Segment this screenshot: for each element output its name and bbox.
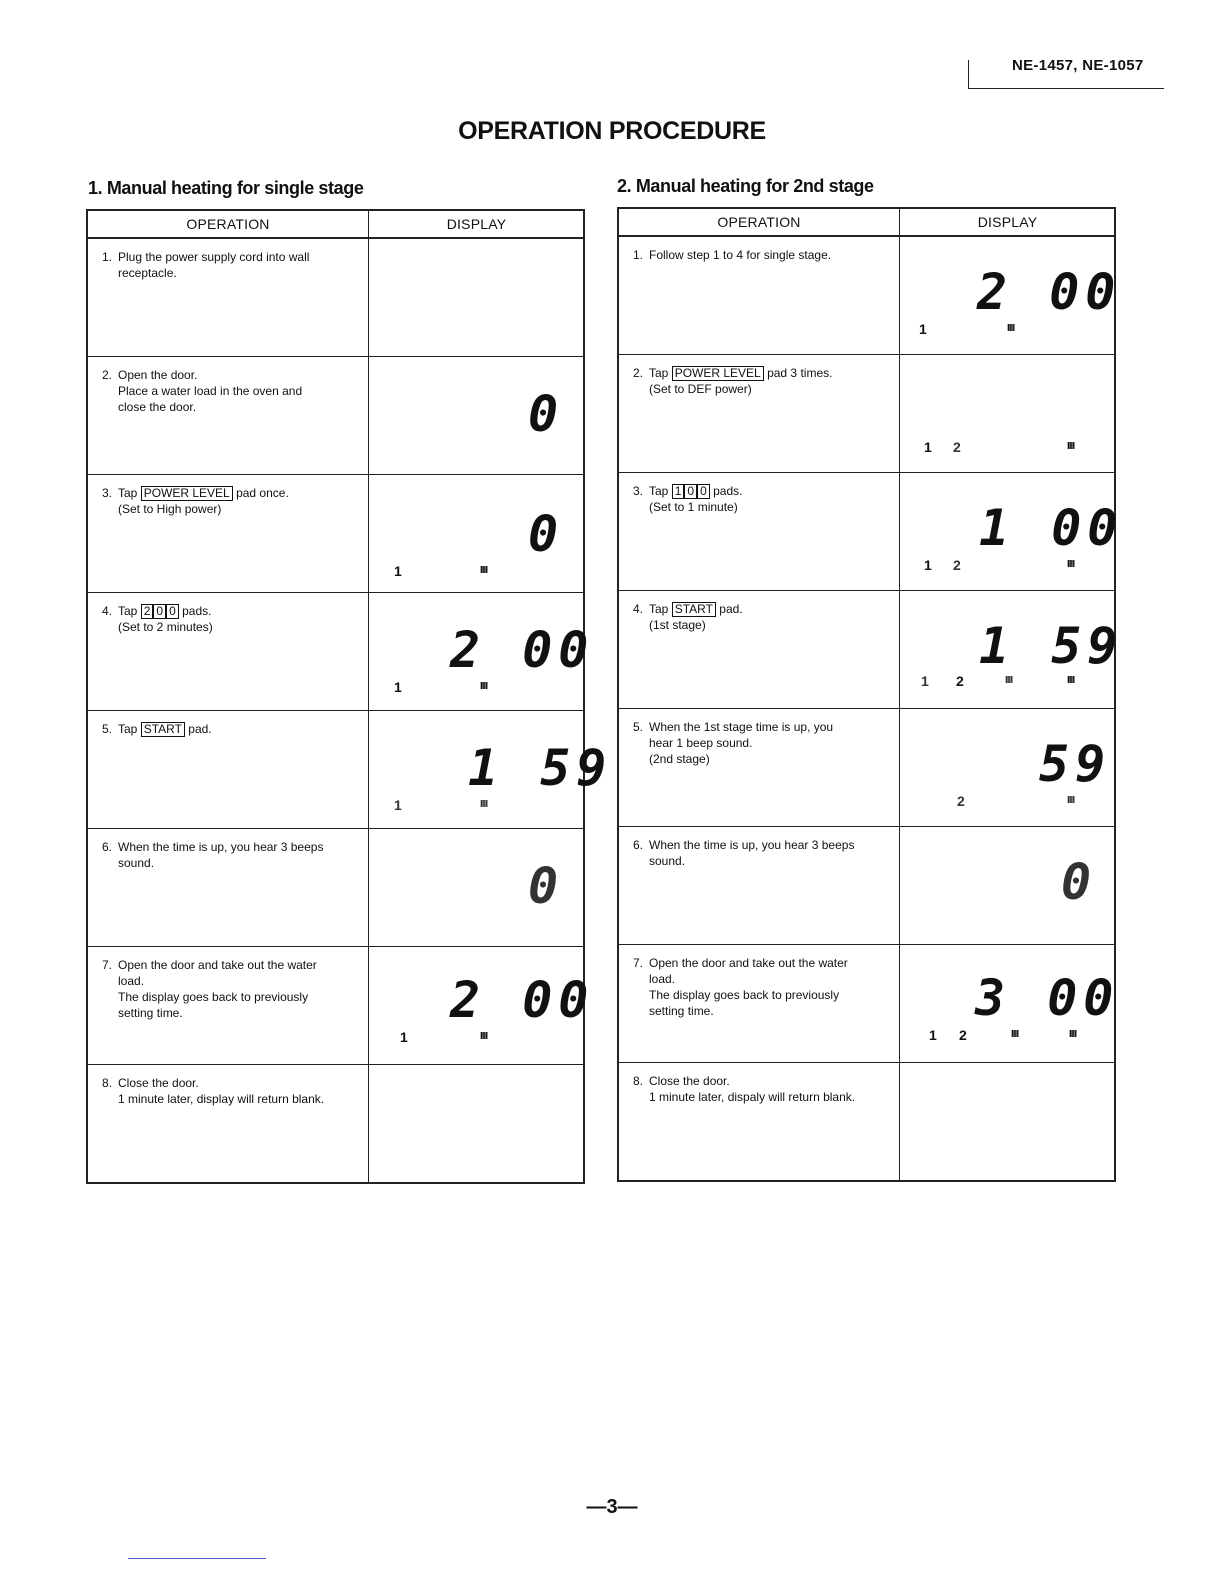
power-bars: IIII (1069, 1029, 1077, 1040)
table-row (619, 709, 1114, 827)
digit-key: 0 (166, 604, 179, 619)
power-level-key: POWER LEVEL (672, 366, 764, 381)
step-text: When the time is up, you hear 3 beeps (118, 840, 324, 854)
table-row (619, 237, 1122, 355)
stage-indicator: 1 (924, 557, 932, 573)
step-text: 1 minute later, display will return blank. (118, 1092, 325, 1106)
step-number: 5. (102, 722, 113, 736)
step-text: close the door. (118, 400, 197, 414)
step-text: The display goes back to previously (118, 990, 309, 1004)
section-heading-2nd: 2. Manual heating for 2nd stage (617, 176, 874, 196)
table-row (88, 239, 583, 357)
step-text: Tap (649, 484, 669, 498)
table-row (88, 357, 583, 475)
display-digits: 2 00 (977, 263, 1122, 321)
digit-key: 2 (141, 604, 154, 619)
display-digits: 1 59 (468, 739, 613, 797)
step-text: setting time. (118, 1006, 183, 1020)
stage-indicator: 1 (929, 1027, 937, 1043)
step-number: 8. (633, 1074, 644, 1088)
step-text: Place a water load in the oven and (118, 384, 303, 398)
table-row (88, 947, 595, 1065)
step-number: 1. (633, 248, 644, 262)
step-text: load. (118, 974, 145, 988)
footer-rule (128, 1558, 266, 1559)
digit-key: 0 (684, 484, 697, 499)
stage-indicator: 1 (921, 673, 929, 689)
step-text: Close the door. (118, 1076, 199, 1090)
step-number: 3. (102, 486, 113, 500)
table-row (619, 827, 1114, 945)
step-number: 4. (102, 604, 113, 618)
step-text: pads. (182, 604, 212, 618)
step-text: receptacle. (118, 266, 177, 280)
power-bars: IIII (1067, 675, 1075, 686)
digit-key: 1 (672, 484, 685, 499)
step-text: (Set to DEF power) (649, 382, 752, 396)
stage-indicator: 1 (400, 1029, 408, 1045)
step-text: The display goes back to previously (649, 988, 840, 1002)
step-text: setting time. (649, 1004, 714, 1018)
table-row (619, 355, 1114, 473)
col-operation: OPERATION (717, 214, 801, 230)
col-operation: OPERATION (186, 216, 270, 232)
step-text: When the time is up, you hear 3 beeps (649, 838, 855, 852)
step-number: 3. (633, 484, 644, 498)
step-text: When the 1st stage time is up, you (649, 720, 834, 734)
step-number: 7. (633, 956, 644, 970)
digit-key: 0 (153, 604, 166, 619)
power-level-key: POWER LEVEL (141, 486, 233, 501)
2nd-stage-table (617, 207, 1124, 1182)
stage-indicator: 2 (957, 793, 965, 809)
table-row (619, 591, 1124, 709)
display-digits: 0 (528, 385, 565, 443)
stage-indicator: 1 (924, 439, 932, 455)
step-number: 2. (102, 368, 113, 382)
step-number: 4. (633, 602, 644, 616)
step-text: pad. (719, 602, 743, 616)
step-number: 6. (633, 838, 644, 852)
table-row (88, 711, 613, 829)
step-text: Tap (649, 602, 669, 616)
step-text: Close the door. (649, 1074, 730, 1088)
step-text: Open the door and take out the water (118, 958, 317, 972)
power-bars: IIII (1007, 323, 1015, 334)
step-text: pads. (713, 484, 743, 498)
table-header (88, 211, 583, 239)
section-heading-single: 1. Manual heating for single stage (88, 178, 364, 198)
power-bars: IIII (480, 799, 488, 810)
power-bars: IIII (1067, 441, 1075, 452)
digit-key: 0 (697, 484, 710, 499)
step-number: 2. (633, 366, 644, 380)
stage-indicator: 1 (394, 679, 402, 695)
step-text: sound. (118, 856, 155, 870)
table-row (88, 593, 595, 711)
display-digits: 1 59 (979, 617, 1124, 675)
display-digits: 3 00 (975, 969, 1120, 1027)
display-digits: 0 (1061, 853, 1098, 911)
table-row (88, 1065, 583, 1182)
step-text: pad 3 times. (767, 366, 833, 380)
table-row (619, 1063, 1114, 1180)
step-text: Tap (118, 722, 138, 736)
power-bars: IIII (480, 1031, 488, 1042)
display-digits: 1 00 (979, 499, 1124, 557)
display-digits: 59 (1039, 735, 1112, 793)
step-number: 7. (102, 958, 113, 972)
power-bars: IIII (1011, 1029, 1019, 1040)
step-text: sound. (649, 854, 686, 868)
step-text: (Set to High power) (118, 502, 222, 516)
step-text: 1 minute later, dispaly will return blank. (649, 1090, 856, 1104)
power-bars: IIII (480, 681, 488, 692)
step-text: pad once. (236, 486, 289, 500)
model-number: NE-1457, NE-1057 (1012, 57, 1144, 74)
step-text: (Set to 2 minutes) (118, 620, 213, 634)
stage-indicator: 1 (919, 321, 927, 337)
table-header (619, 209, 1114, 237)
start-key: START (141, 722, 185, 737)
display-digits: 0 (528, 857, 565, 915)
step-number: 8. (102, 1076, 113, 1090)
power-bars: IIII (480, 565, 488, 576)
page-title: OPERATION PROCEDURE (458, 117, 766, 145)
single-stage-table (86, 209, 613, 1184)
stage-indicator: 2 (959, 1027, 967, 1043)
table-row (88, 475, 583, 593)
table-row (619, 473, 1124, 591)
stage-indicator: 2 (956, 673, 964, 689)
step-text: (Set to 1 minute) (649, 500, 738, 514)
step-text: Follow step 1 to 4 for single stage. (649, 248, 832, 262)
step-text: (1st stage) (649, 618, 706, 632)
header-rule (968, 88, 1164, 89)
step-text: Tap (118, 604, 138, 618)
step-text: Tap (649, 366, 669, 380)
step-number: 5. (633, 720, 644, 734)
step-text: hear 1 beep sound. (649, 736, 753, 750)
stage-indicator: 1 (394, 797, 402, 813)
step-text: pad. (188, 722, 212, 736)
step-number: 1. (102, 250, 113, 264)
power-bars: IIII (1005, 675, 1013, 686)
step-text: load. (649, 972, 676, 986)
stage-indicator: 2 (953, 439, 961, 455)
col-display: DISPLAY (977, 214, 1038, 230)
power-bars: IIII (1067, 559, 1075, 570)
power-bars: IIII (1067, 795, 1075, 806)
step-number: 6. (102, 840, 113, 854)
col-display: DISPLAY (446, 216, 507, 232)
stage-indicator: 2 (953, 557, 961, 573)
step-text: Open the door. (118, 368, 198, 382)
header-bar (968, 60, 969, 89)
step-text: (2nd stage) (649, 752, 710, 766)
table-row (88, 829, 583, 947)
stage-indicator: 1 (394, 563, 402, 579)
display-digits: 0 (528, 505, 565, 563)
start-key: START (672, 602, 716, 617)
step-text: Open the door and take out the water (649, 956, 848, 970)
page-number: —3— (586, 1496, 638, 1518)
step-text: Tap (118, 486, 138, 500)
table-row (619, 945, 1120, 1063)
step-text: Plug the power supply cord into wall (118, 250, 310, 264)
display-digits: 2 00 (450, 971, 595, 1029)
display-digits: 2 00 (450, 621, 595, 679)
